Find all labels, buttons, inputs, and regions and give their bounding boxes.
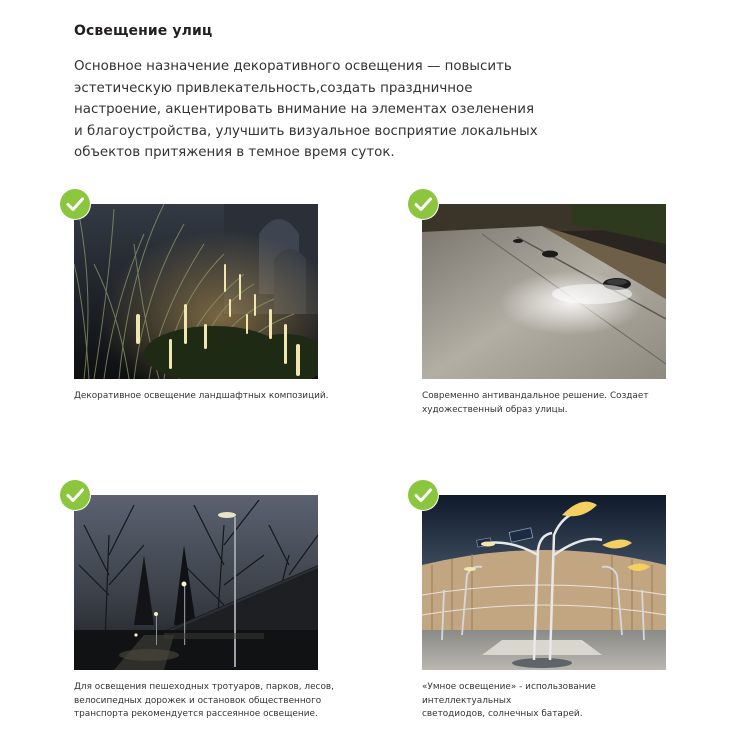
caption-line: Современно антивандальное решение. Создает xyxy=(422,391,649,401)
caption xyxy=(74,390,336,404)
intro-line: Основное назначение декоративного освещения — повысить xyxy=(74,59,512,74)
check-icon xyxy=(60,480,90,510)
photo-smart-solar-lamps xyxy=(422,495,666,670)
intro-line: настроение, акцентировать внимание на элементах озеленения xyxy=(74,102,535,117)
caption-line: Декоративное освещение ландшафтных композиций. xyxy=(74,391,329,401)
check-icon xyxy=(60,189,90,219)
caption-line: светодиодов, солнечных батарей. xyxy=(422,709,583,719)
caption xyxy=(422,390,684,417)
caption-line: Для освещения пешеходных тротуаров, парков, лесов, xyxy=(74,682,334,692)
photo-landscape-grass-lighting xyxy=(74,204,318,379)
caption-line: художественный образ улицы. xyxy=(422,404,568,415)
intro-paragraph xyxy=(74,56,544,164)
check-icon xyxy=(408,189,438,219)
intro-line: эстетическую привлекательность,создать праздничное xyxy=(74,80,473,96)
intro-line: и благоустройства, улучшить визуальное восприятие локальных xyxy=(74,123,538,139)
caption-line: велосипедных дорожек и остановок общественного xyxy=(74,695,322,706)
caption xyxy=(422,681,684,722)
photo-park-street-lamps xyxy=(74,495,318,670)
page-title: Освещение улиц xyxy=(74,23,213,39)
caption-line: транспорта рекомендуется рассеянное освещение. xyxy=(74,709,318,719)
intro-line: объектов притяжения в темное время суток. xyxy=(74,145,395,160)
photo-ground-path-lights xyxy=(422,204,666,379)
caption-line: «Умное освещение» - использование интеллектуальных xyxy=(422,682,596,706)
check-icon xyxy=(408,480,438,510)
caption xyxy=(74,681,336,722)
